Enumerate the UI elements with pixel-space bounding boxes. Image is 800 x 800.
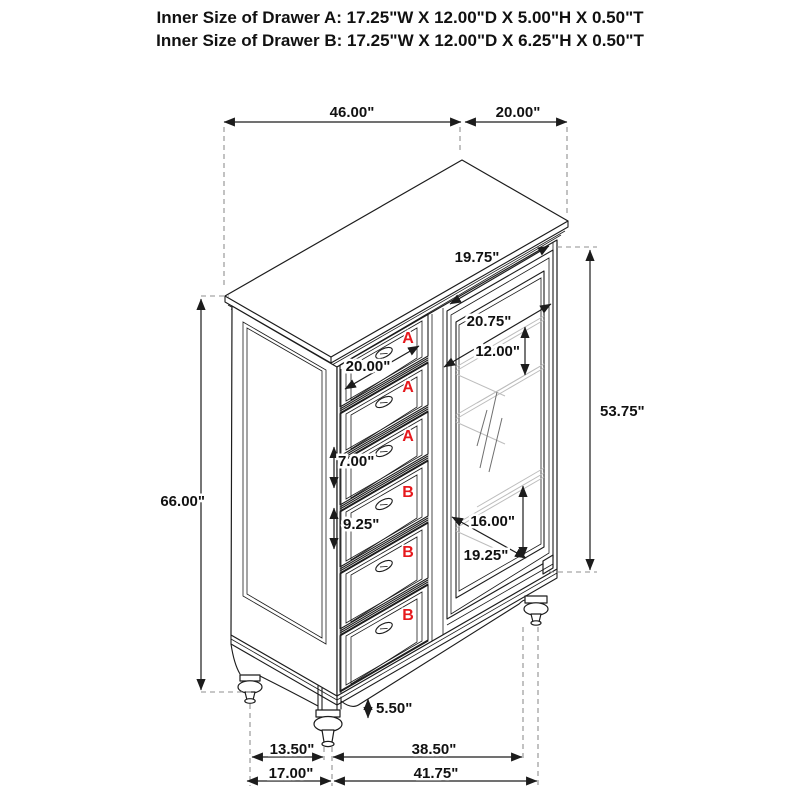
drawer-a1-label: A (402, 330, 414, 347)
dim-label-shelf-spacing-lower: 16.00" (470, 513, 515, 530)
dim-label-foot-span-depth-inner: 13.50" (269, 741, 315, 758)
dim-label-top-depth: 20.00" (495, 104, 541, 121)
dim-label-shelf-spacing-upper: 12.00" (475, 343, 520, 360)
dim-label-overall-height: 66.00" (160, 493, 205, 510)
foot-front (314, 710, 342, 747)
foot-front-right (524, 596, 548, 625)
dim-label-door-section-width: 19.75" (454, 249, 500, 266)
dim-label-drawer-section-width: 20.00" (345, 358, 391, 375)
dim-label-foot-span-front-inner: 38.50" (411, 741, 457, 758)
cabinet-drawing (225, 160, 568, 747)
drawer-a2-label: A (402, 379, 414, 396)
drawer-a3-label: A (402, 428, 414, 445)
drawer-b2-label: B (402, 544, 414, 561)
dim-label-foot-span-depth: 17.00" (268, 765, 314, 782)
dim-label-door-height: 53.75" (600, 403, 645, 420)
drawer-b-size-text: Inner Size of Drawer B: 17.25"W X 12.00"D X 6.25"H X 0.50"T (156, 31, 644, 50)
dim-label-foot-height: 5.50" (376, 700, 413, 717)
dim-label-foot-span-front: 41.75" (413, 765, 459, 782)
drawer-b1-label: B (402, 484, 414, 501)
dim-label-drawer-a-height: 7.00" (338, 453, 375, 470)
drawer-b3-label: B (402, 607, 414, 624)
dim-label-drawer-b-height: 9.25" (343, 516, 380, 533)
dim-label-glass-bottom-width: 19.25" (463, 547, 509, 564)
dim-label-top-width: 46.00" (329, 104, 375, 121)
left-side-panel (231, 306, 337, 696)
foot-back-left (238, 675, 262, 703)
dim-label-door-glass-width: 20.75" (466, 313, 512, 330)
drawer-a-size-text: Inner Size of Drawer A: 17.25"W X 12.00"D X 5.00"H X 0.50"T (156, 8, 644, 27)
